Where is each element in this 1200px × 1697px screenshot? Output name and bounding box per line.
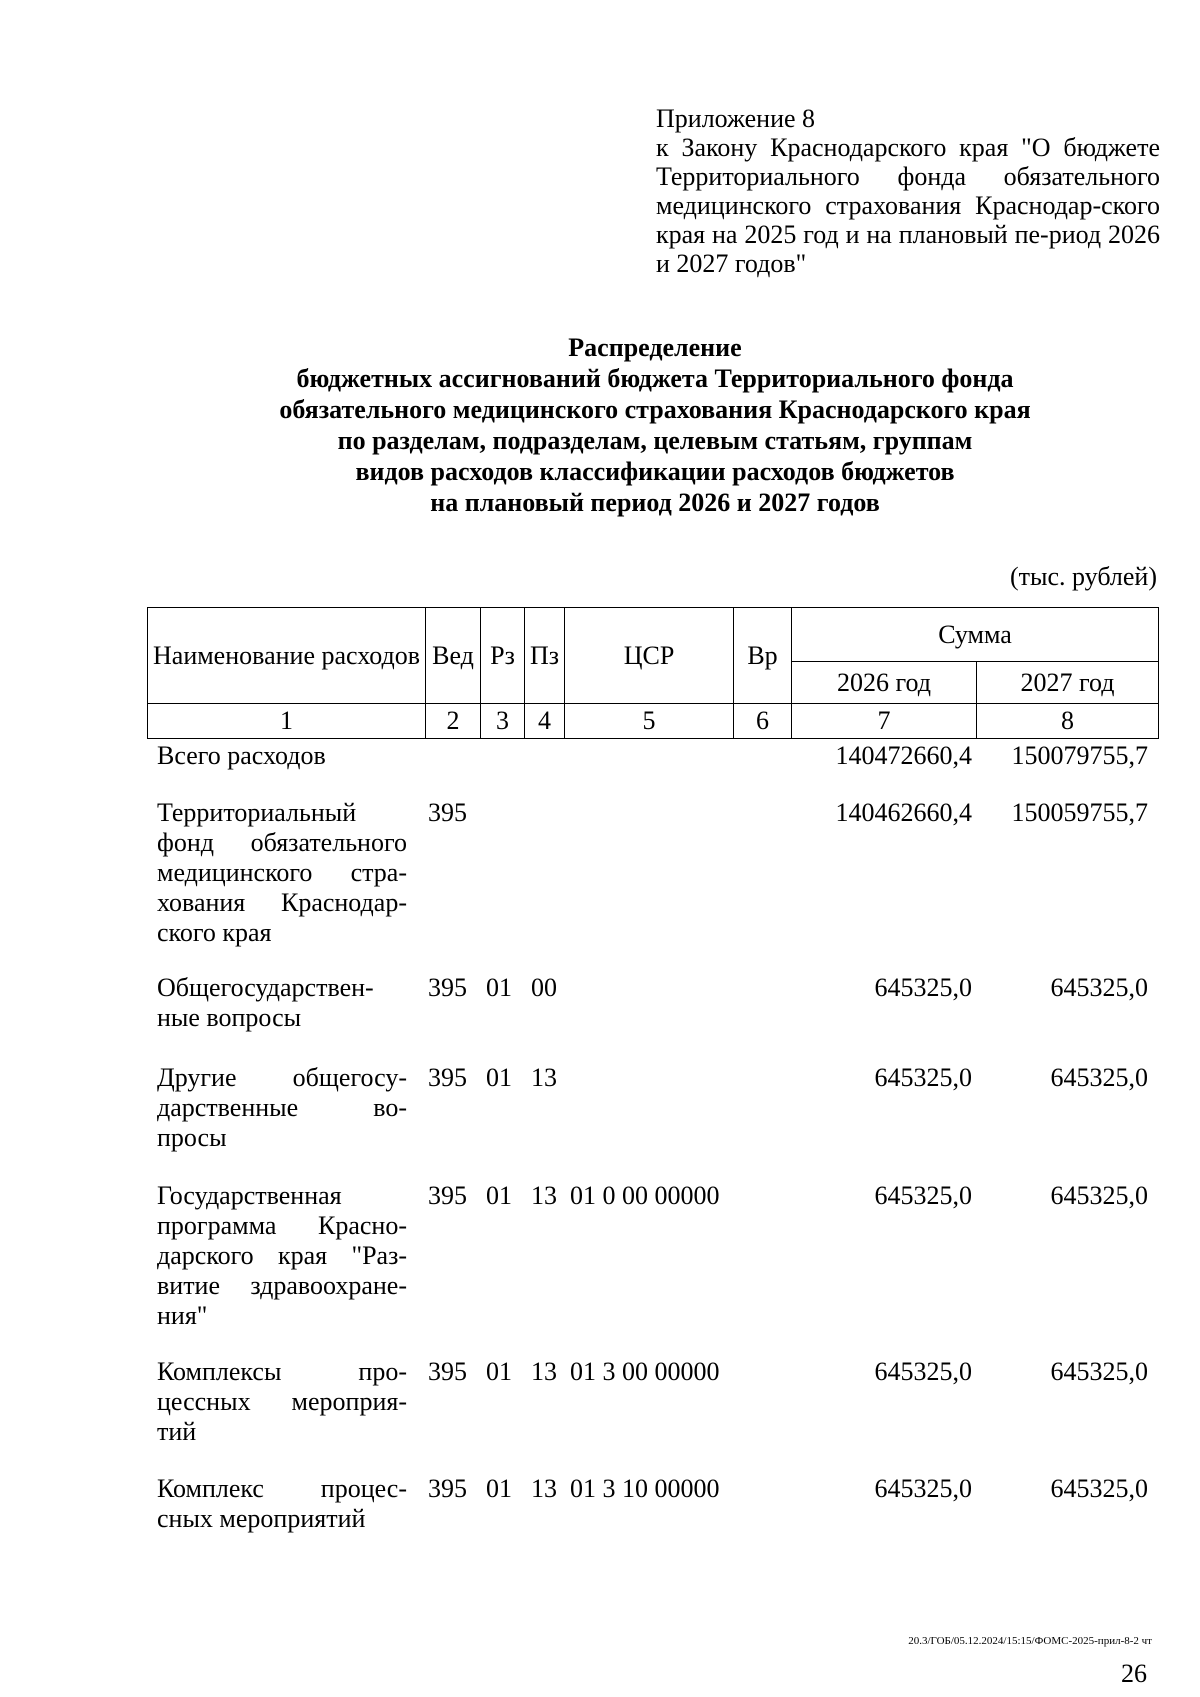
header-vr: Вр (734, 608, 792, 704)
row-name: Комплексы про-цессных мероприя-тий (157, 1357, 407, 1446)
row-csr: 01 3 00 00000 (570, 1357, 720, 1386)
heading-line: Распределение (568, 333, 742, 362)
row-sum-2027: 645325,0 (1050, 1063, 1148, 1092)
header-csr: ЦСР (565, 608, 734, 704)
column-number: 8 (977, 704, 1159, 739)
page-number: 26 (1121, 1659, 1147, 1688)
row-name: Территориальный фонд обязательного медицинского стра-хования Краснодар-ского края (157, 798, 407, 947)
row-sum-2027: 645325,0 (1050, 1474, 1148, 1503)
row-name: Государственная программа Красно-дарского края "Раз-витие здравоохране-ния" (157, 1181, 407, 1330)
row-ved: 395 (428, 1063, 467, 1092)
heading-line: бюджетных ассигнований бюджета Территориального фонда (296, 364, 1014, 393)
heading-line: видов расходов классификации расходов бюджетов (355, 457, 955, 486)
row-name: Общегосударствен-ные вопросы (157, 973, 374, 1032)
header-ved: Вед (426, 608, 481, 704)
row-ved: 395 (428, 1181, 467, 1210)
column-number: 3 (481, 704, 525, 739)
column-number: 4 (525, 704, 565, 739)
heading-line: обязательного медицинского страхования Краснодарского края (279, 395, 1031, 424)
column-number: 1 (148, 704, 426, 739)
row-sum-2026: 645325,0 (874, 1357, 972, 1386)
row-csr: 01 3 10 00000 (570, 1474, 720, 1503)
appendix-body: к Закону Краснодарского края "О бюджете Территориального фонда обязательного медицинского страхования Краснодар-ского края на 2025 год и на плановый пе-риод 2026 и 2027 годов" (656, 133, 1160, 278)
row-sum-2026: 645325,0 (874, 1063, 972, 1092)
row-ved: 395 (428, 798, 467, 827)
row-rz: 01 (486, 1063, 512, 1092)
row-sum-2027: 150059755,7 (1011, 798, 1148, 827)
heading-line: по разделам, подразделам, целевым статьям, группам (337, 426, 973, 455)
header-name: Наименование расходов (148, 608, 426, 704)
row-pz: 13 (531, 1357, 557, 1386)
row-pz: 13 (531, 1063, 557, 1092)
heading-line: на плановый период 2026 и 2027 годов (430, 488, 880, 517)
row-pz: 13 (531, 1474, 557, 1503)
row-sum-2027: 645325,0 (1050, 1357, 1148, 1386)
row-ved: 395 (428, 1474, 467, 1503)
row-sum-2026: 645325,0 (874, 973, 972, 1002)
row-sum-2026: 140462660,4 (835, 798, 972, 827)
header-pz: Пз (525, 608, 565, 704)
row-sum-2027: 645325,0 (1050, 973, 1148, 1002)
row-rz: 01 (486, 1474, 512, 1503)
header-2026: 2026 год (792, 662, 977, 704)
row-sum-2026: 645325,0 (874, 1181, 972, 1210)
row-name: Комплекс процес-сных мероприятий (157, 1474, 407, 1533)
column-number: 7 (792, 704, 977, 739)
document-code: 20.3/ГОБ/05.12.2024/15:15/ФОМС-2025-прил-8-2 чт (908, 1635, 1152, 1647)
row-sum-2026: 645325,0 (874, 1474, 972, 1503)
units-label: (тыс. рублей) (1009, 562, 1157, 591)
header-sum: Сумма (792, 608, 1159, 662)
column-number: 5 (565, 704, 734, 739)
header-rz: Рз (481, 608, 525, 704)
row-ved: 395 (428, 1357, 467, 1386)
row-sum-2027: 645325,0 (1050, 1181, 1148, 1210)
row-pz: 13 (531, 1181, 557, 1210)
row-sum-2027: 150079755,7 (1011, 741, 1148, 770)
row-rz: 01 (486, 973, 512, 1002)
column-number: 2 (426, 704, 481, 739)
column-number: 6 (734, 704, 792, 739)
row-name: Другие общегосу-дарственные во-просы (157, 1063, 407, 1152)
row-rz: 01 (486, 1181, 512, 1210)
row-sum-2026: 140472660,4 (835, 741, 972, 770)
row-rz: 01 (486, 1357, 512, 1386)
row-ved: 395 (428, 973, 467, 1002)
appendix-title: Приложение 8 (656, 104, 816, 133)
row-name: Всего расходов (157, 741, 326, 770)
row-pz: 00 (531, 973, 557, 1002)
header-2027: 2027 год (977, 662, 1159, 704)
row-csr: 01 0 00 00000 (570, 1181, 720, 1210)
